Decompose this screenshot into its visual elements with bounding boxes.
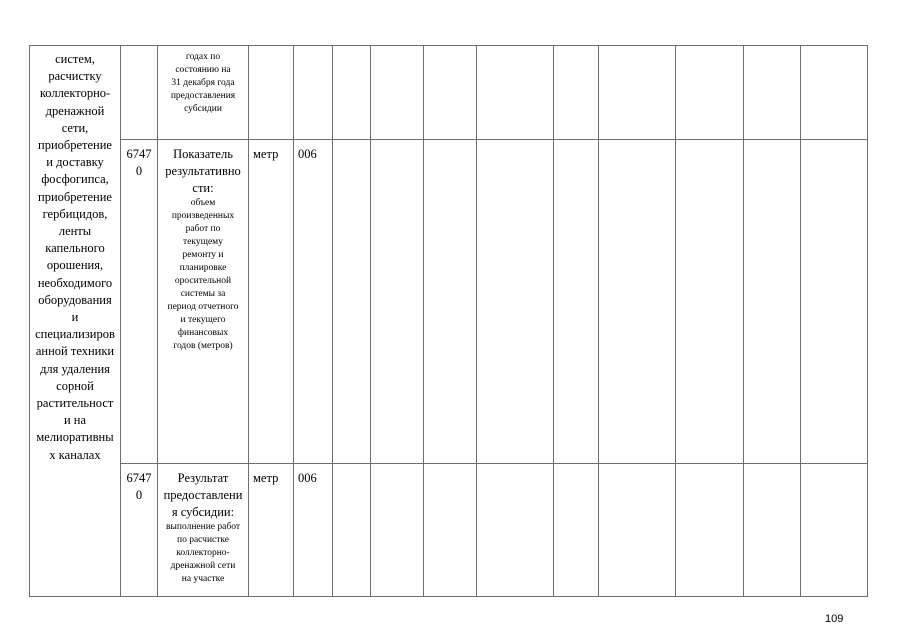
value-cell [676,140,744,464]
value-cell [801,464,868,597]
value-cell [744,46,801,140]
value-cell [676,46,744,140]
value-cell [424,46,477,140]
data-table [29,45,868,597]
code-cell [121,46,158,140]
okei-cell: 006 [294,464,333,597]
value-cell [477,464,554,597]
value-cell [424,464,477,597]
value-cell [554,464,599,597]
value-cell [554,140,599,464]
value-cell [424,140,477,464]
unit-cell: метр [249,140,294,464]
indicator-name-cell: Результат предоставлени я субсидии: выполнение работ по расчистке коллекторно- дренажной сети на участке [158,464,249,597]
unit-cell [249,46,294,140]
value-cell [801,140,868,464]
value-cell [744,464,801,597]
value-cell [599,464,676,597]
description-text: систем, расчистку коллекторно- дренажной сети, приобретение и доставку фосфогипса, приобретение гербицидов, ленты капельного орошения, необходимого оборудования и специализиров анной техники для удаления сорной растительност и на мелиоративны х каналах [35,52,115,462]
code-cell: 6747 0 [121,464,158,597]
value-cell [599,46,676,140]
description-cell [30,46,121,597]
value-cell [676,464,744,597]
indicator-name-cell: годах по состоянию на 31 декабря года предоставления субсидии [158,46,249,140]
unit-cell: метр [249,464,294,597]
page-number: 109 [825,613,844,625]
value-cell [333,140,371,464]
value-cell [371,464,424,597]
value-cell [333,464,371,597]
code-cell: 6747 0 [121,140,158,464]
value-cell [371,46,424,140]
value-cell [477,46,554,140]
okei-cell: 006 [294,140,333,464]
value-cell [744,140,801,464]
value-cell [599,140,676,464]
okei-cell [294,46,333,140]
table-row [30,464,868,597]
indicator-name-cell: Показатель результативно сти: объем произведенных работ по текущему ремонту и планировке оросительной системы за период отчетного и текущего финансовых годов (метров) [158,140,249,464]
value-cell [333,46,371,140]
value-cell [371,140,424,464]
value-cell [801,46,868,140]
table-row [30,46,868,140]
table-row [30,140,868,464]
value-cell [477,140,554,464]
value-cell [554,46,599,140]
